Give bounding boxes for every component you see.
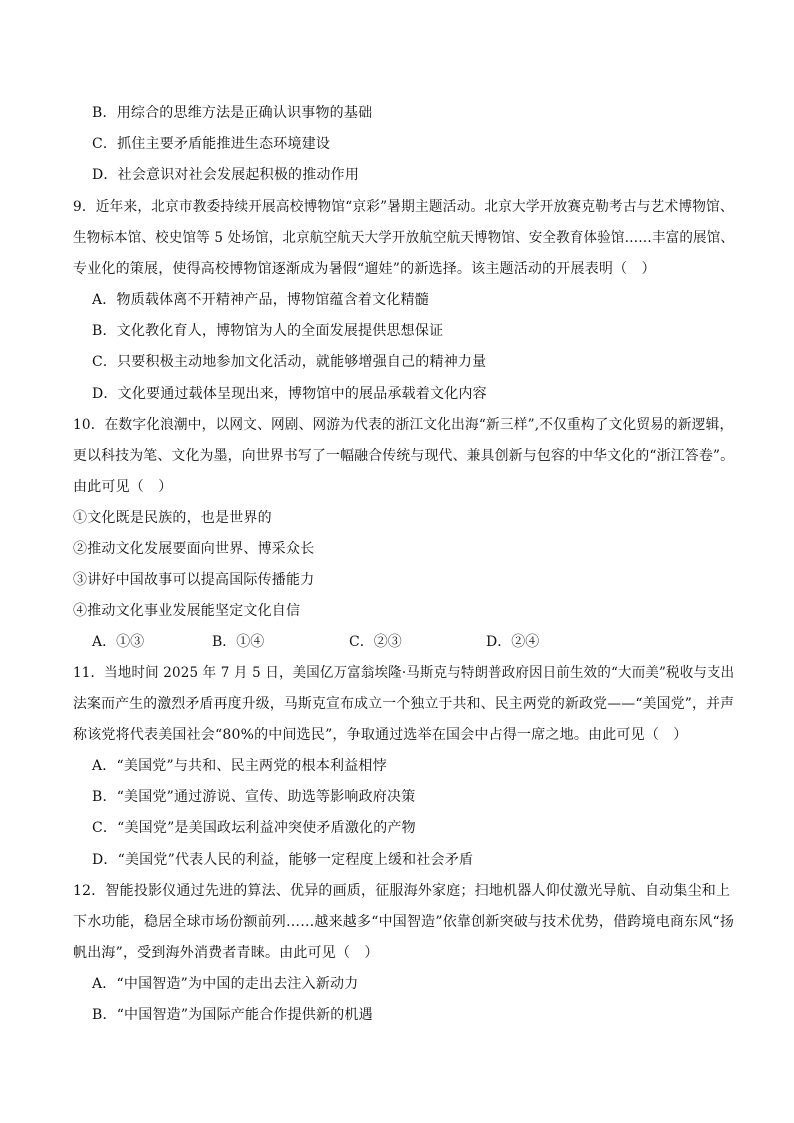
q12-option-b: B．“中国智造”为国际产能合作提供新的机遇 [92, 1007, 373, 1023]
q10-choice-b: B．①④ [212, 634, 265, 650]
q9-stem-line: 专业化的策展，使得高校博物馆逐渐成为暑假“遛娃”的新选择。该主题活动的开展表明（ ） [73, 261, 656, 277]
q11-stem-line: 称该党将代表美国社会“80%的中间选民”，争取通过选举在国会中占得一席之地。由此可见（ ） [73, 727, 688, 743]
q12-stem-line: 12．智能投影仪通过先进的算法、优异的画质，征服海外家庭；扫地机器人仰仗激光导航、自动集尘和上 [73, 883, 731, 899]
q10-choice-a: A．①③ [92, 634, 145, 650]
q11-option-c: C．“美国党”是美国政坛利益冲突使矛盾激化的产物 [92, 820, 416, 836]
q12-option-a: A．“中国智造”为中国的走出去注入新动力 [92, 976, 359, 992]
q12-stem-line: 下水功能，稳居全球市场份额前列……越来越多“中国智造”依靠创新突破与技术优势，借跨境电商东风“扬 [73, 914, 735, 930]
q10-statement: ④推动文化事业发展能坚定文化自信 [73, 603, 301, 619]
q10-statement: ③讲好中国故事可以提高国际传播能力 [73, 572, 315, 588]
q11-stem-line: 法案而产生的激烈矛盾再度升级，马斯克宣布成立一个独立于共和、民主两党的新政党——“美国党”，并声 [73, 696, 735, 712]
q9-option-b: B．文化教化育人，博物馆为人的全面发展提供思想保证 [92, 323, 444, 339]
q8-option-d: D．社会意识对社会发展起积极的推动作用 [92, 167, 360, 183]
q9-option-a: A．物质载体离不开精神产品，博物馆蕴含着文化精髓 [92, 292, 429, 308]
q10-stem-line: 更以科技为笔、文化为墨，向世界书写了一幅融合传统与现代、兼具创新与包容的中华文化的“浙江答卷”。 [73, 448, 735, 464]
q10-choices [92, 633, 612, 651]
q11-option-d: D．“美国党”代表人民的利益，能够一定程度上缓和社会矛盾 [92, 852, 474, 868]
q11-stem-line: 11．当地时间 2025 年 7 月 5 日，美国亿万富翁埃隆·马斯克与特朗普政府因日前生效的“大而美”税收与支出 [73, 665, 735, 681]
q10-statement: ②推动文化发展要面向世界、博采众长 [73, 541, 315, 557]
q10-stem-line: 10．在数字化浪潮中，以网文、网剧、网游为代表的浙江文化出海“新三样”,不仅重构了文化贸易的新逻辑， [73, 417, 734, 433]
q9-option-d: D．文化要通过载体呈现出来，博物馆中的展品承载着文化内容 [92, 386, 487, 402]
q10-stem-line: 由此可见（ ） [73, 479, 173, 495]
q10-statement: ①文化既是民族的，也是世界的 [73, 510, 272, 526]
q12-stem-line: 帆出海”，受到海外消费者青睐。由此可见（ ） [73, 945, 379, 961]
q10-choice-d: D．②④ [486, 634, 540, 650]
q8-option-b: B．用综合的思维方法是正确认识事物的基础 [92, 105, 373, 121]
q8-option-c: C．抓住主要矛盾能推进生态环境建设 [92, 136, 331, 152]
q9-stem-line: 生物标本馆、校史馆等 5 处场馆，北京航空航天大学开放航空航天博物馆、安全教育体验馆……丰富的展馆、 [73, 230, 735, 246]
q9-stem-line: 9．近年来，北京市教委持续开展高校博物馆“京彩”暑期主题活动。北京大学开放赛克勒考古与艺术博物馆、 [73, 199, 734, 215]
q11-option-b: B．“美国党”通过游说、宣传、助选等影响政府决策 [92, 789, 416, 805]
q10-choice-c: C．②③ [349, 634, 402, 650]
q9-option-c: C．只要积极主动地参加文化活动，就能够增强自己的精神力量 [92, 354, 487, 370]
q11-option-a: A．“美国党”与共和、民主两党的根本利益相悖 [92, 758, 387, 774]
